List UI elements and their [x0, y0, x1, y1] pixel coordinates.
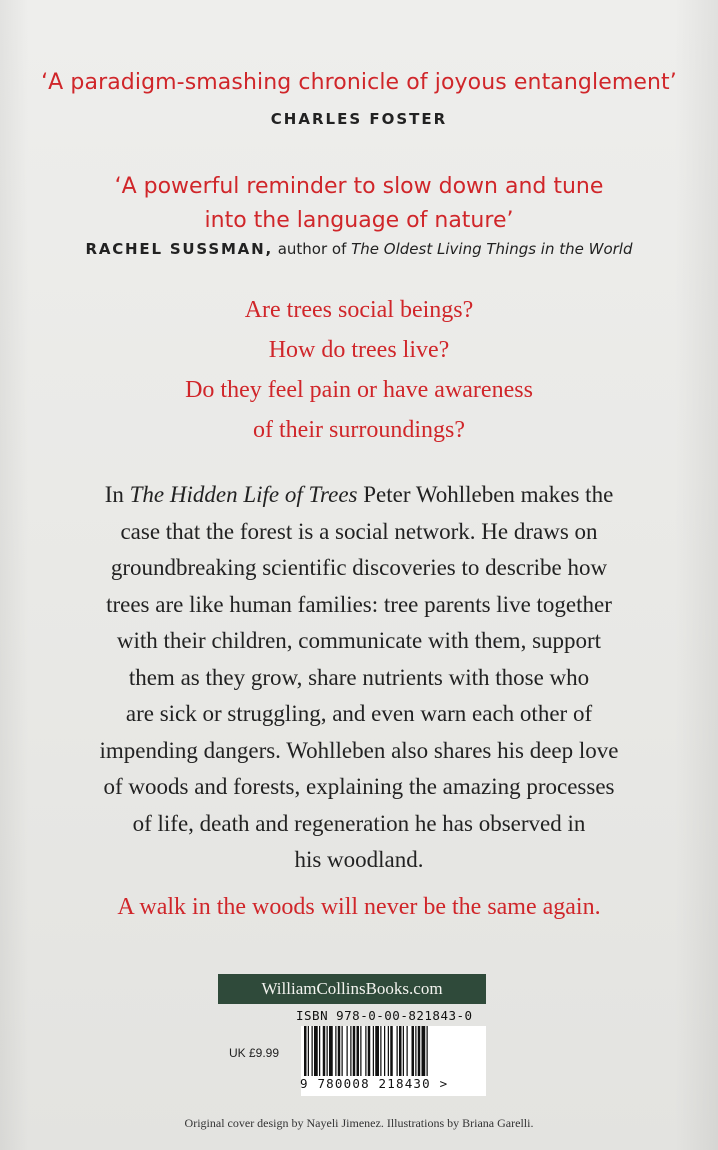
barcode-bar	[380, 1026, 381, 1076]
barcode-bar	[412, 1026, 415, 1076]
barcode-bar	[373, 1026, 374, 1076]
barcode-bar	[323, 1026, 326, 1076]
barcode-bar	[314, 1026, 318, 1076]
quote-charles-foster: ‘A paradigm-smashing chronicle of joyous entanglement’	[41, 70, 677, 95]
barcode-bar	[422, 1026, 426, 1076]
cover-credits: Original cover design by Nayeli Jimenez. Illustrations by Briana Garelli.	[184, 1116, 534, 1130]
description-line: with their children, communicate with them, support	[116, 628, 602, 653]
quote-rachel-sussman	[0, 170, 718, 238]
barcode-bar	[390, 1026, 393, 1076]
barcode-bar	[327, 1026, 328, 1076]
barcode-digits: 9 780008 218430 >	[300, 1076, 449, 1091]
description-intro-prefix: In	[104, 482, 130, 507]
barcode-bar	[312, 1026, 313, 1076]
question-line: How do trees live?	[268, 337, 450, 363]
barcode-bar	[407, 1026, 408, 1076]
barcode-bar	[347, 1026, 348, 1076]
barcode-bar	[329, 1026, 333, 1076]
barcode-bar	[335, 1026, 336, 1076]
tagline: A walk in the woods will never be the same again.	[117, 894, 601, 920]
barcode-bar	[403, 1026, 404, 1076]
question-line: of their surroundings?	[253, 417, 465, 443]
barcode-bar	[353, 1026, 356, 1076]
barcode-bar	[304, 1026, 307, 1076]
description-line	[0, 477, 718, 514]
book-description	[0, 477, 718, 879]
barcode-bar	[350, 1026, 351, 1076]
barcode-bar	[319, 1026, 320, 1076]
description-line: of woods and forests, explaining the amazing processes	[103, 774, 615, 799]
barcode-bars	[301, 1026, 486, 1078]
barcode-bar	[342, 1026, 343, 1076]
price-label: UK £9.99	[229, 1046, 280, 1060]
barcode-bar	[360, 1026, 361, 1076]
question-line: Do they feel pain or have awareness	[185, 377, 533, 403]
publisher-url-box: WilliamCollinsBooks.com	[218, 974, 486, 1004]
barcode-bar	[399, 1026, 402, 1076]
barcode-bar	[397, 1026, 398, 1076]
description-intro-suffix: Peter Wohlleben makes the	[357, 482, 614, 507]
quote-line: ‘A powerful reminder to slow down and tune	[114, 174, 604, 199]
barcode-bar	[415, 1026, 416, 1076]
description-line: his woodland.	[294, 847, 424, 872]
barcode-bar	[308, 1026, 309, 1076]
description-line: groundbreaking scientific discoveries to describe how	[110, 555, 608, 580]
quote-attribution-rachel-sussman	[0, 240, 718, 258]
barcode-bar	[418, 1026, 421, 1076]
barcode-bar	[375, 1026, 379, 1076]
description-line: case that the forest is a social network. He draws on	[120, 518, 598, 544]
question-line: Are trees social beings?	[244, 297, 474, 323]
attribution-note: author of	[272, 240, 352, 258]
description-line: of life, death and regeneration he has observed in	[132, 810, 586, 836]
description-line: impending dangers. Wohlleben also shares his deep love	[99, 737, 619, 763]
questions-block	[0, 290, 718, 450]
barcode-bar	[357, 1026, 360, 1076]
attribution-book-title: The Oldest Living Things in the World	[351, 240, 633, 258]
barcode-bar	[384, 1026, 385, 1076]
isbn-number: ISBN 978-0-00-821843-0	[296, 1008, 473, 1023]
barcode-bar	[388, 1026, 389, 1076]
barcode-bar	[427, 1026, 428, 1076]
description-line: them as they grow, share nutrients with those who	[128, 664, 590, 690]
description-book-title: The Hidden Life of Trees	[129, 482, 358, 507]
barcode-bar	[338, 1026, 341, 1076]
description-line: trees are like human families: tree parents live together	[106, 591, 612, 617]
quote-line: into the language of nature’	[204, 208, 514, 233]
quote-attribution-charles-foster: CHARLES FOSTER	[270, 110, 448, 128]
barcode-bar	[368, 1026, 371, 1076]
description-line: are sick or struggling, and even warn each other of	[125, 701, 593, 726]
barcode-bar	[365, 1026, 366, 1076]
attribution-name: RACHEL SUSSMAN,	[85, 240, 273, 258]
